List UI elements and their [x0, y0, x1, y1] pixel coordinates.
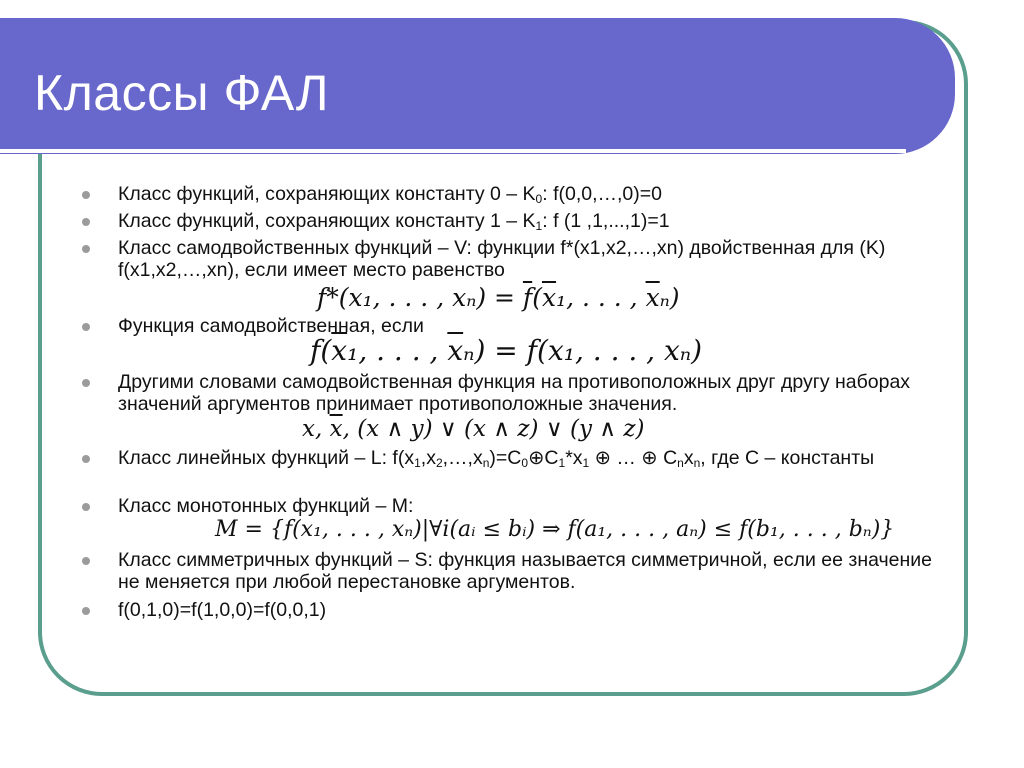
bullet-dot [82, 503, 90, 511]
item-text: Класс функций, сохраняющих константу $1 - K_1$: f (1 ,1,...,1)=1 [118, 210, 670, 233]
formula-monotone-class: M = {f(x₁, . . . , xₙ)|∀i(aᵢ ≤ bᵢ) ⇒ f(a₁, . . . , aₙ) ≤ f(b₁, . . . , bₙ)} [215, 517, 895, 542]
item-text: Класс симметричных функций – S: функция называется симметричной, если ее значение не меняется при любой перестановке аргументов. [118, 549, 933, 593]
item-text: Класс самодвойственных функций – V: функции f*(x1,x2,…,xn) двойственная для (K) f(x1,x2,…,xn), если имеет место равенство [118, 237, 886, 281]
item-text: f(0,1,0)=f(1,0,0)=f(0,0,1) [118, 599, 327, 621]
bullet-dot [82, 607, 90, 615]
slide-title: Классы ФАЛ [34, 65, 330, 121]
item-text: Класс линейных функций – L: $f(x_1,x_2,\dots,x_n)=C_0\oplus C_1*x_1$ ⊕ … ⊕ $C_nx_n$, где C – константы [118, 447, 875, 470]
title-band [0, 18, 955, 154]
bullet-dot [82, 191, 90, 199]
title-underline [0, 149, 906, 153]
item-text: Класс монотонных функций – M: [118, 495, 414, 517]
formula-selfdual-examples: x, $\overline{x}$, (x ∧ y) ∨ (x ∧ z) ∨ (y ∧ z) [302, 416, 645, 442]
bullet-dot [82, 218, 90, 226]
bullet-dot [82, 455, 90, 463]
bullet-dot [82, 557, 90, 565]
bullet-dot [82, 323, 90, 331]
item-text: Класс функций, сохраняющих константу $0 - K_0$: f(0,0,…,0)=0 [118, 183, 662, 206]
bullet-dot [82, 245, 90, 253]
item-text: Другими словами самодвойственная функция на противоположных друг другу наборах значений аргументов принимает противоположные значения. [118, 371, 911, 415]
formula-selfdual-definition: f*(x₁, . . . , $x_n) = \overline{f}(\overline{x}_1$, . . . , $\overline{x}_n$) [317, 283, 680, 312]
bullet-dot [82, 379, 90, 387]
formula-selfdual-condition: $f(\overline{x}_1$, . . . , $\overline{x}_n) = f(x_1$, . . . , xₙ) [310, 334, 703, 367]
item-text: Функция самодвойственная, если [118, 315, 424, 337]
